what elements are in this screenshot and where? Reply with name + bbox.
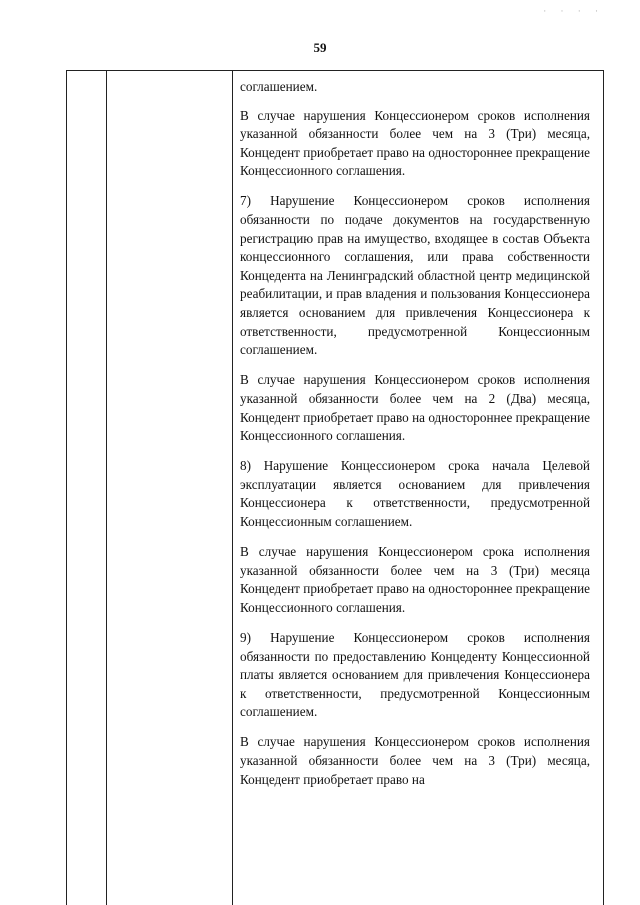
document-table bbox=[66, 70, 604, 905]
paragraph-8: В случае нарушения Концессионером сроков исполнения указанной обязанности более чем на 3 (Три) месяца, Концедент приобретает право на bbox=[240, 734, 590, 787]
column-divider-2 bbox=[232, 71, 233, 905]
column-divider-1 bbox=[106, 71, 107, 905]
paragraph-1: соглашением. bbox=[240, 79, 318, 94]
table-cell-content bbox=[240, 78, 590, 801]
scan-artifact-dots: · · · · bbox=[543, 6, 604, 16]
paragraph-4: В случае нарушения Концессионером сроков исполнения указанной обязанности более чем на 2 (Два) месяца, Концедент приобретает право на одностороннее прекращение Концессионного соглашения. bbox=[240, 372, 590, 444]
paragraph-6: В случае нарушения Концессионером срока исполнения указанной обязанности более чем на 3 (Три) месяца Концедент приобретает право на одностороннее прекращение Концессионного соглашения. bbox=[240, 544, 590, 615]
paragraph-2: В случае нарушения Концессионером сроков исполнения указанной обязанности более чем на 3 (Три) месяца, Концедент приобретает право на одностороннее прекращение Концессионного соглашения. bbox=[240, 107, 590, 179]
paragraph-3: 7) Нарушение Концессионером сроков исполнения обязанности по подаче документов на государственную регистрацию прав на имущество, входящее в состав Объекта концессионного соглашения, или права собственности Концедента на Ленинградский областной центр медицинской реабилитации, и прав владения и пользования Концессионера является основанием для привлечения Концессионера к ответственности, предусмотренной Концессионным соглашением. bbox=[240, 193, 590, 358]
page-number: 59 bbox=[313, 40, 327, 55]
paragraph-7: 9) Нарушение Концессионером сроков исполнения обязанности по предоставлению Концеденту Концессионной платы является основанием для привлечения Концессионера к ответственности, предусмотренной Концессионным соглашением. bbox=[240, 629, 590, 720]
paragraph-5: 8) Нарушение Концессионером срока начала Целевой эксплуатации является основанием для привлечения Концессионера к ответственности, предусмотренной Концессионным соглашением. bbox=[240, 458, 590, 529]
